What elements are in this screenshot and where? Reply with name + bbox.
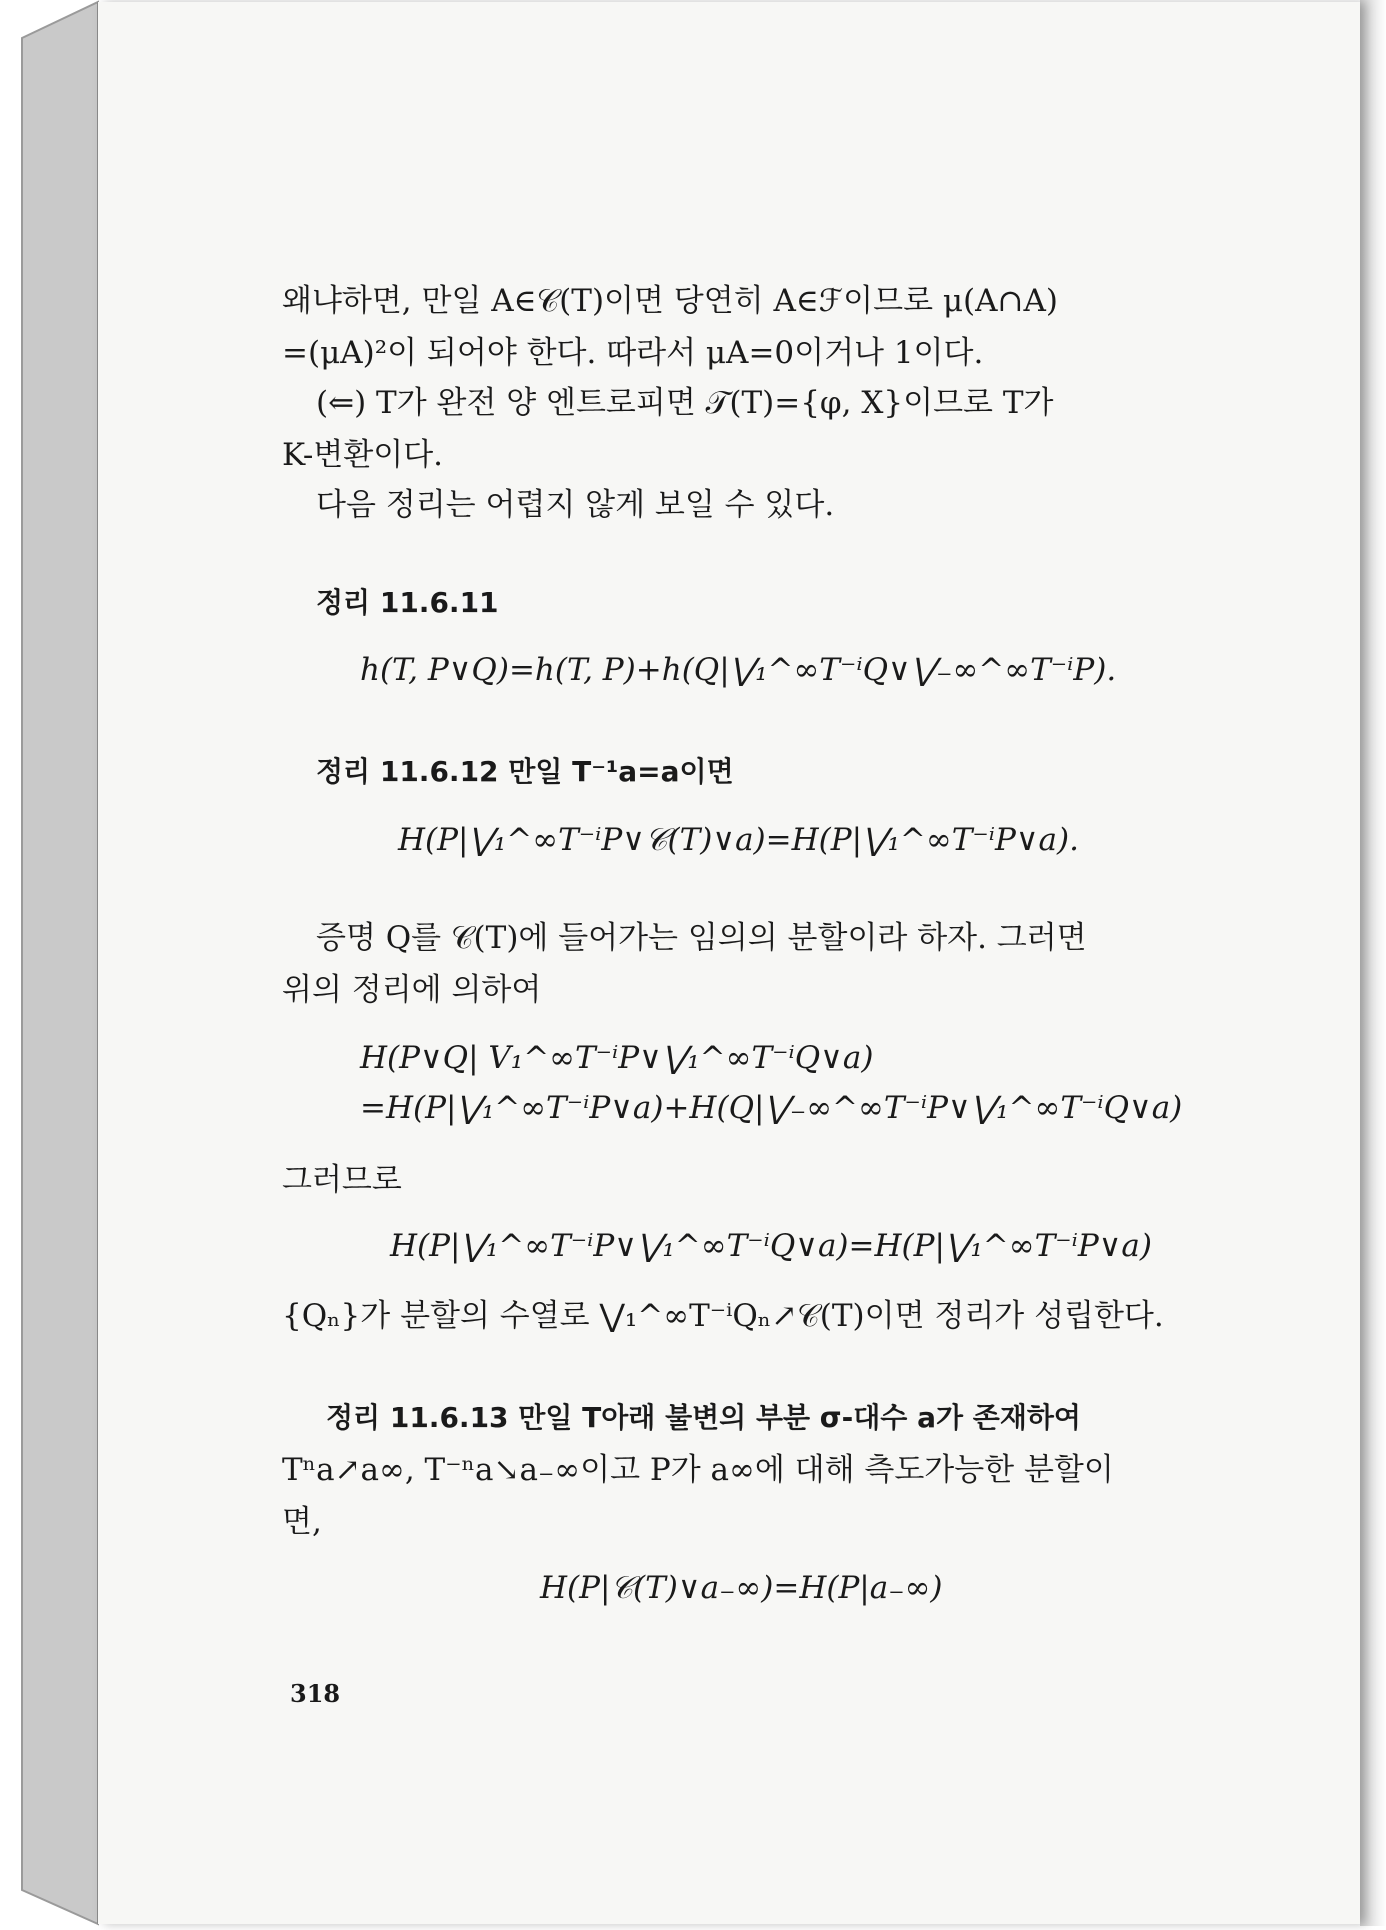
therefore-label: 그러므로 (282, 1162, 402, 1198)
text-line-3: (⇐) T가 완전 양 엔트로피면 𝒯(T)={φ, X}이므로 T가 (316, 385, 1054, 421)
text-line-6: {Qₙ}가 분할의 수열로 ⋁₁^∞T⁻ⁱQₙ↗𝒞(T)이면 정리가 성립한다. (282, 1298, 1164, 1334)
theorem-11-6-11-formula: h(T, P∨Q)=h(T, P)+h(Q|⋁₁^∞T⁻ⁱQ∨⋁₋∞^∞T⁻ⁱP). (360, 652, 1117, 688)
theorem-11-6-12-heading: 정리 11.6.12 만일 T⁻¹a=a이면 (316, 755, 734, 788)
equation-line-3: H(P|⋁₁^∞T⁻ⁱP∨⋁₁^∞T⁻ⁱQ∨a)=H(P|⋁₁^∞T⁻ⁱP∨a) (390, 1228, 1152, 1264)
equation-line-1: H(P∨Q| V₁^∞T⁻ⁱP∨⋁₁^∞T⁻ⁱQ∨a) (360, 1040, 874, 1076)
theorem-11-6-13-line-3: 면, (282, 1504, 322, 1540)
theorem-11-6-13-line-2: Tⁿa↗a∞, T⁻ⁿa↘a₋∞이고 P가 a∞에 대해 측도가능한 분할이 (282, 1452, 1114, 1488)
proof-line-1: 증명 Q를 𝒞(T)에 들어가는 임의의 분할이라 하자. 그러면 (316, 920, 1087, 956)
theorem-11-6-13-line-1: 정리 11.6.13 만일 T아래 불변의 부분 σ-대수 a가 존재하여 (326, 1401, 1081, 1434)
text-line-1: 왜냐하면, 만일 A∈𝒞(T)이면 당연히 A∈ℱ이므로 μ(A∩A) (282, 283, 1058, 319)
theorem-11-6-11-heading: 정리 11.6.11 (316, 586, 499, 619)
equation-line-2: =H(P|⋁₁^∞T⁻ⁱP∨a)+H(Q|⋁₋∞^∞T⁻ⁱP∨⋁₁^∞T⁻ⁱQ∨a) (360, 1090, 1183, 1126)
text-line-2: =(μA)²이 되어야 한다. 따라서 μA=0이거나 1이다. (282, 335, 984, 371)
theorem-11-6-13-formula: H(P|𝒞(T)∨a₋∞)=H(P|a₋∞) (540, 1570, 943, 1606)
text-line-5: 다음 정리는 어렵지 않게 보일 수 있다. (316, 487, 835, 523)
text-line-4: K-변환이다. (282, 437, 444, 473)
theorem-11-6-12-formula: H(P|⋁₁^∞T⁻ⁱP∨𝒞(T)∨a)=H(P|⋁₁^∞T⁻ⁱP∨a). (398, 822, 1079, 858)
proof-line-2: 위의 정리에 의하여 (282, 972, 542, 1008)
page-edge-shadow (1360, 0, 1386, 1926)
page-number: 318 (290, 1679, 341, 1708)
